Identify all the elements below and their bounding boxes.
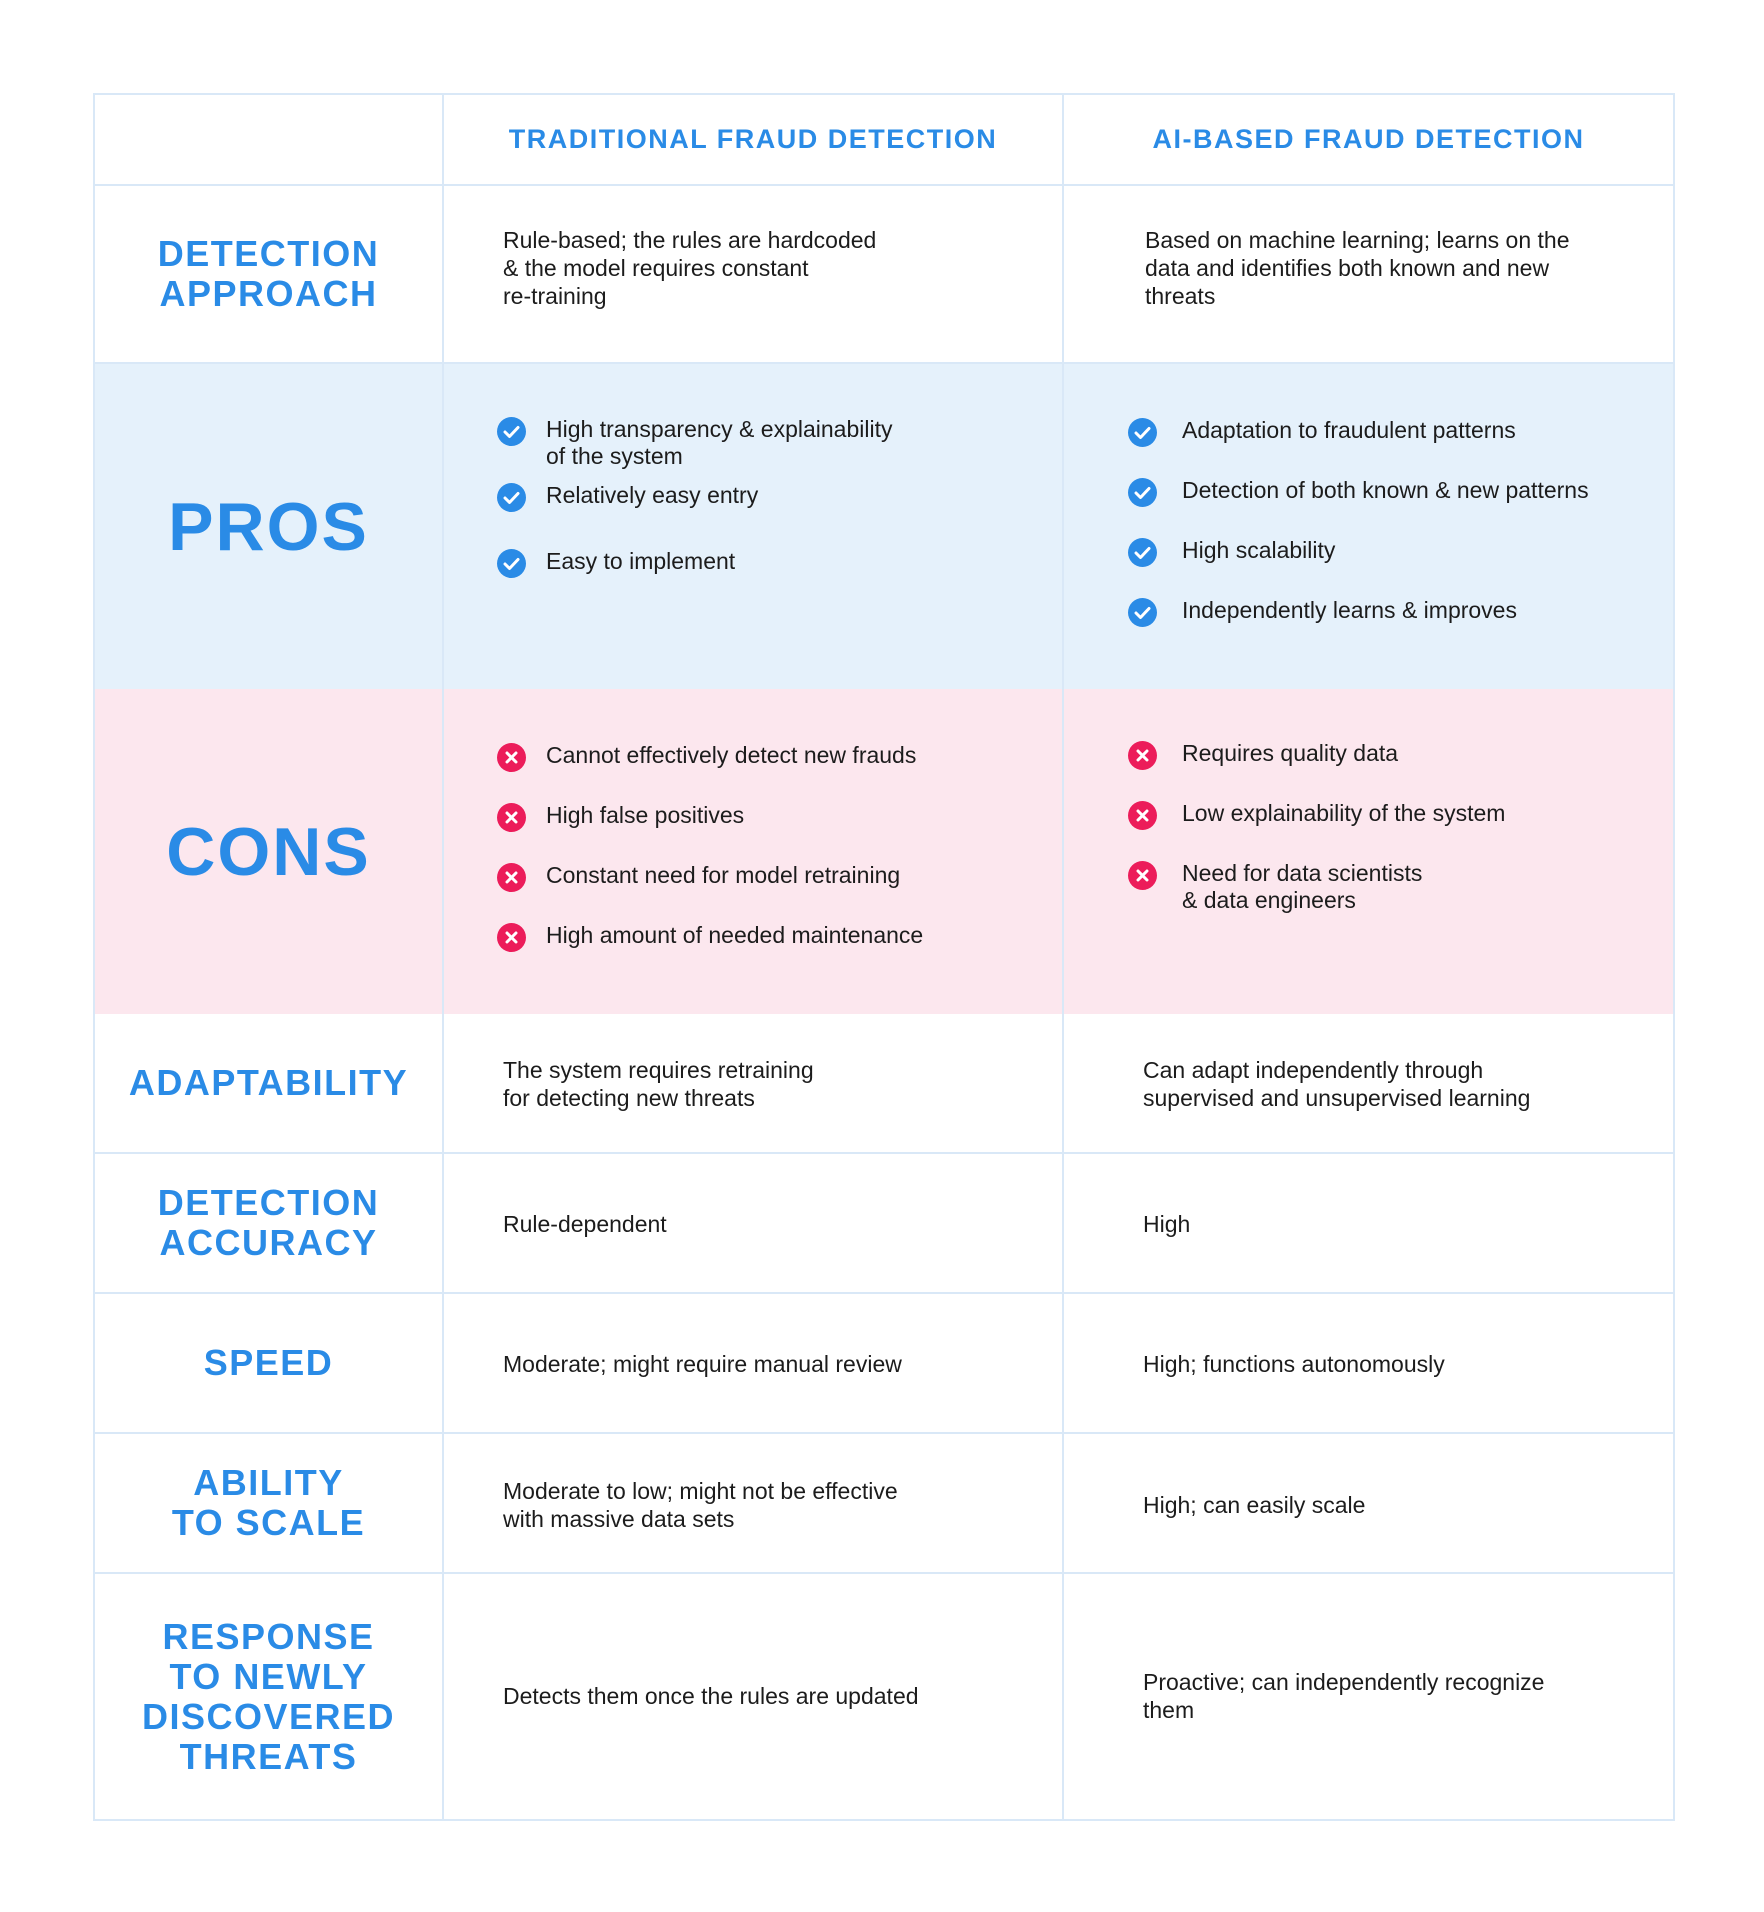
ai-text: Proactive; can independently recognize them — [1143, 1669, 1545, 1723]
cross-icon — [1128, 741, 1157, 770]
traditional-text: Rule-based; the rules are hardcoded & the model requires constant re-training — [503, 227, 877, 309]
check-icon — [497, 549, 526, 578]
comparison-table — [93, 93, 1675, 1821]
row-ability-to-scale — [95, 1434, 1673, 1574]
ai-text: High; can easily scale — [1143, 1492, 1366, 1518]
check-icon — [1128, 478, 1157, 507]
ai-text: Can adapt independently through supervised and unsupervised learning — [1143, 1057, 1531, 1111]
check-icon — [1128, 538, 1157, 567]
ai-text: High — [1143, 1211, 1191, 1237]
cross-icon — [497, 923, 526, 952]
row-speed — [95, 1294, 1673, 1434]
row-pros: PROS High transparency & explainability of the system Relatively easy entry Easy to implement Adaptation to fraudulent patterns Detection of both known & new patterns High scalability Independently learns & improves — [95, 364, 1673, 689]
row-label: RESPONSE TO NEWLY DISCOVERED THREATS — [141, 1615, 396, 1777]
header-ai: AI-BASED FRAUD DETECTION — [1152, 124, 1585, 154]
traditional-text: Moderate; might require manual review — [503, 1351, 902, 1377]
traditional-text: Rule-dependent — [503, 1211, 667, 1237]
row-label: ADAPTABILITY — [128, 1062, 409, 1103]
header-row — [95, 95, 1673, 186]
ai-text: Based on machine learning; learns on the data and identifies both known and new threats — [1145, 227, 1570, 309]
header-traditional: TRADITIONAL FRAUD DETECTION — [444, 95, 1064, 184]
row-cons: CONS Cannot effectively detect new frauds High false positives Constant need for model retraining High amount of needed maintenance Requires quality data Low explainability of the system Need for data scientists & data engineers — [95, 689, 1673, 1014]
row-detection-accuracy — [95, 1154, 1673, 1294]
check-icon — [497, 483, 526, 512]
check-icon — [497, 417, 526, 446]
traditional-text: Moderate to low; might not be effective with massive data sets — [503, 1478, 898, 1532]
cross-icon — [497, 743, 526, 772]
traditional-text: Detects them once the rules are updated — [503, 1683, 919, 1709]
row-detection-approach — [95, 186, 1673, 364]
row-label: DETECTION ACCURACY — [157, 1182, 380, 1263]
row-label: SPEED — [203, 1342, 334, 1383]
cross-icon — [497, 863, 526, 892]
row-label: CONS — [166, 813, 371, 890]
row-label: ABILITY TO SCALE — [171, 1462, 366, 1543]
row-response — [95, 1574, 1673, 1819]
cross-icon — [1128, 801, 1157, 830]
traditional-text: The system requires retraining for detecting new threats — [503, 1057, 814, 1111]
header-empty-cell — [95, 95, 444, 184]
cross-icon — [1128, 861, 1157, 890]
ai-text: High; functions autonomously — [1143, 1351, 1445, 1377]
check-icon — [1128, 598, 1157, 627]
row-label: DETECTION APPROACH — [157, 233, 380, 314]
check-icon — [1128, 418, 1157, 447]
cross-icon — [497, 803, 526, 832]
row-label: PROS — [168, 488, 369, 565]
row-adaptability — [95, 1014, 1673, 1154]
